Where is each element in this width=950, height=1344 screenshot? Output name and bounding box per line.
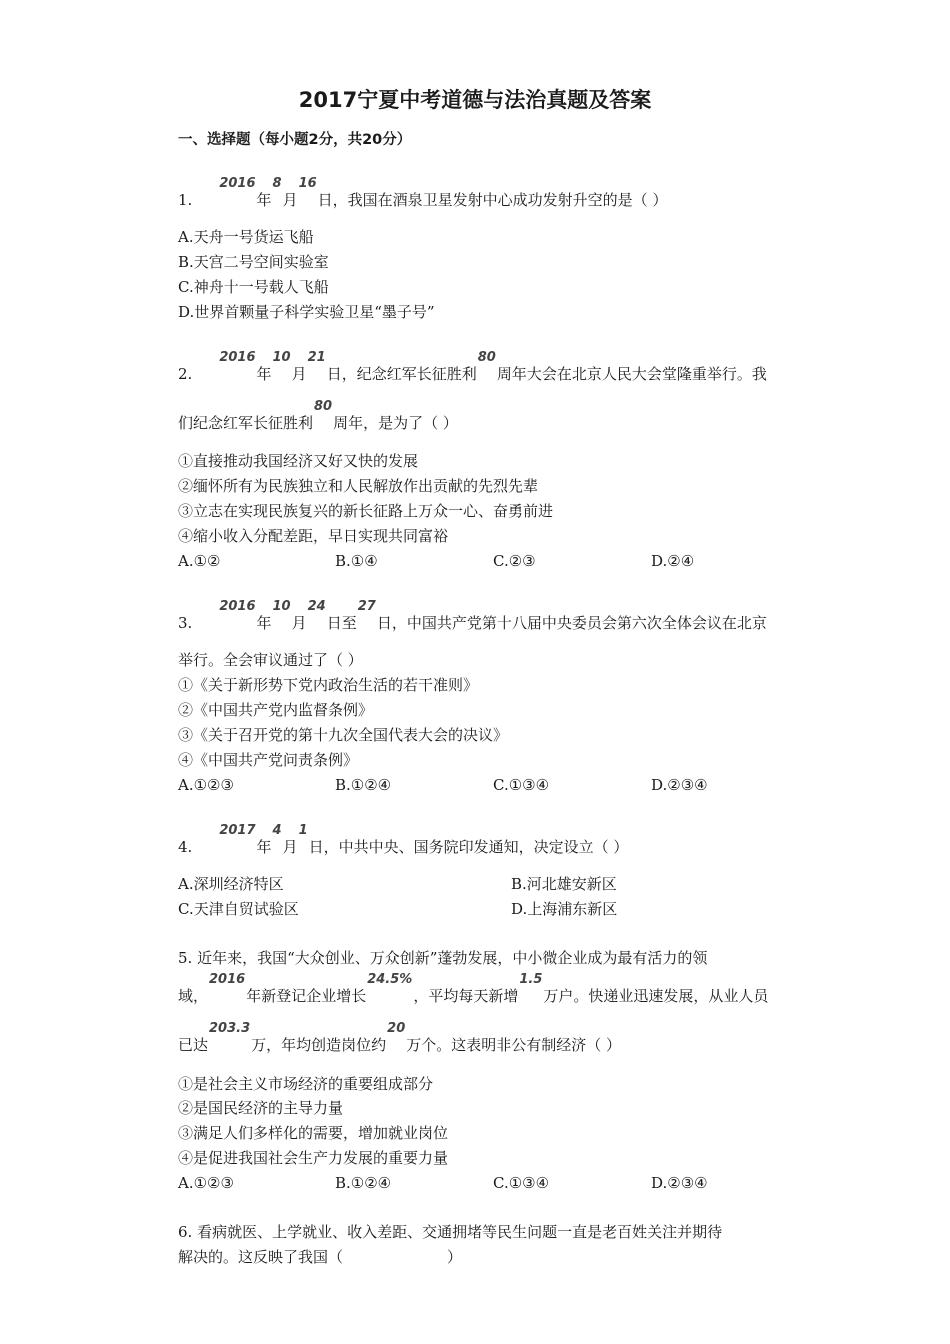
question-3-stem-line-2: 举行。全会审议通过了（ ）	[178, 651, 363, 669]
text: 日至	[326, 614, 357, 632]
question-3-statement-1: ①《关于新形势下党内政治生活的若干准则》	[178, 676, 479, 694]
question-4-option-b: B.河北雄安新区	[511, 875, 617, 893]
question-2-statement-4: ④缩小收入分配差距，早日实现共同富裕	[178, 527, 449, 545]
text: 年	[256, 838, 272, 856]
question-2-option-d: D.②④	[651, 552, 695, 570]
superscript-day: 24	[307, 599, 326, 614]
question-1-option-c: C.神舟十一号载人飞船	[178, 278, 329, 296]
question-number: 3.	[178, 614, 193, 632]
question-5-statement-2: ②是国民经济的主导力量	[178, 1099, 344, 1117]
text: 月	[282, 838, 298, 856]
question-5-option-b: B.①②④	[335, 1174, 392, 1192]
question-4-stem	[178, 823, 629, 859]
text: 日，中国共产党第十八届中央委员会第六次全体会议在北京	[376, 614, 767, 632]
text: 万个。这表明非公有制经济（ ）	[406, 1036, 622, 1054]
question-3-statement-4: ④《中国共产党问责条例》	[178, 751, 359, 769]
question-5-statement-3: ③满足人们多样化的需要，增加就业岗位	[178, 1124, 449, 1142]
question-2-option-a: A.①②	[178, 552, 221, 570]
superscript-month: 4	[272, 823, 282, 838]
text: 解决的。这反映了我国（	[178, 1248, 344, 1266]
question-5-option-a: A.①②③	[178, 1174, 234, 1192]
document-title: 2017宁夏中考道德与法治真题及答案	[298, 88, 652, 112]
text: 日，纪念红军长征胜利	[326, 365, 477, 383]
question-2-statement-3: ③立志在实现民族复兴的新长征路上万众一心、奋勇前进	[178, 502, 554, 520]
text: 日，中共中央、国务院印发通知，决定设立（ ）	[308, 838, 629, 856]
text: 年	[256, 191, 272, 209]
question-3-option-d: D.②③④	[651, 776, 708, 794]
question-number: 2.	[178, 365, 193, 383]
text: 年	[256, 614, 272, 632]
text: 们纪念红军长征胜利	[178, 414, 314, 432]
question-6-stem: 6. 看病就医、上学就业、收入差距、交通拥堵等民生问题一直是老百姓关注并期待	[178, 1223, 723, 1241]
text: 周年大会在北京人民大会堂隆重举行。我	[496, 365, 767, 383]
superscript-number: 203.3	[209, 1021, 251, 1036]
question-2-stem-line-2	[178, 399, 458, 435]
question-4-option-c: C.天津自贸试验区	[178, 900, 299, 918]
superscript-number: 1.5	[519, 972, 543, 987]
text: 万户。快递业迅速发展，从业人员	[543, 987, 769, 1005]
question-5-option-c: C.①③④	[493, 1174, 550, 1192]
question-1-option-b: B.天宫二号空间实验室	[178, 253, 329, 271]
question-3-option-c: C.①③④	[493, 776, 550, 794]
question-3-option-b: B.①②④	[335, 776, 392, 794]
superscript-month: 10	[272, 599, 291, 614]
text: 月	[291, 365, 307, 383]
question-1-option-d: D.世界首颗量子科学实验卫星“墨子号”	[178, 303, 435, 321]
question-2-statement-1: ①直接推动我国经济又好又快的发展	[178, 452, 419, 470]
question-3-stem	[178, 599, 767, 635]
question-number: 1.	[178, 191, 193, 209]
question-6-stem-line-2	[178, 1247, 462, 1267]
question-2-stem	[178, 350, 767, 386]
superscript-year: 2016	[209, 972, 246, 987]
question-5-stem: 5. 近年来，我国“大众创业、万众创新”蓬勃发展，中小微企业成为最有活力的领	[178, 949, 708, 967]
superscript-number: 80	[314, 399, 333, 414]
superscript-year: 2016	[219, 176, 256, 191]
superscript-day-end: 27	[357, 599, 376, 614]
superscript-day: 21	[307, 350, 326, 365]
question-5-stem-line-3	[178, 1021, 622, 1057]
question-1-stem	[178, 176, 668, 212]
superscript-day: 16	[298, 176, 317, 191]
question-3-statement-3: ③《关于召开党的第十九次全国代表大会的决议》	[178, 726, 509, 744]
text: ）	[447, 1248, 463, 1266]
superscript-year: 2016	[219, 599, 256, 614]
question-3-statement-2: ②《中国共产党内监督条例》	[178, 701, 374, 719]
text: 万，年均创造岗位约	[251, 1036, 387, 1054]
question-5-statement-4: ④是促进我国社会生产力发展的重要力量	[178, 1149, 449, 1167]
text: 年	[256, 365, 272, 383]
question-4-option-d: D.上海浦东新区	[511, 900, 618, 918]
question-3-option-a: A.①②③	[178, 776, 234, 794]
question-number: 4.	[178, 838, 193, 856]
text: 月	[291, 614, 307, 632]
superscript-percent: 24.5%	[367, 972, 413, 987]
text: 月	[282, 191, 298, 209]
text: 周年，是为了（ ）	[333, 414, 458, 432]
superscript-month: 8	[272, 176, 282, 191]
text: ，平均每天新增	[413, 987, 519, 1005]
question-5-statement-1: ①是社会主义市场经济的重要组成部分	[178, 1075, 434, 1093]
question-4-option-a: A.深圳经济特区	[178, 875, 284, 893]
question-5-stem-line-2	[178, 972, 769, 1008]
question-2-statement-2: ②缅怀所有为民族独立和人民解放作出贡献的先烈先辈	[178, 477, 539, 495]
superscript-number: 80	[477, 350, 496, 365]
superscript-year: 2017	[219, 823, 256, 838]
text: 域，	[178, 987, 209, 1005]
text: 已达	[178, 1036, 209, 1054]
question-1-option-a: A.天舟一号货运飞船	[178, 228, 314, 246]
superscript-year: 2016	[219, 350, 256, 365]
section-heading: 一、选择题（每小题2分，共20分）	[178, 132, 412, 148]
superscript-day: 1	[298, 823, 308, 838]
superscript-month: 10	[272, 350, 291, 365]
question-2-option-c: C.②③	[493, 552, 536, 570]
text: 日，我国在酒泉卫星发射中心成功发射升空的是（ ）	[317, 191, 668, 209]
question-2-option-b: B.①④	[335, 552, 378, 570]
superscript-number: 20	[387, 1021, 406, 1036]
text: 年新登记企业增长	[246, 987, 367, 1005]
question-5-option-d: D.②③④	[651, 1174, 708, 1192]
